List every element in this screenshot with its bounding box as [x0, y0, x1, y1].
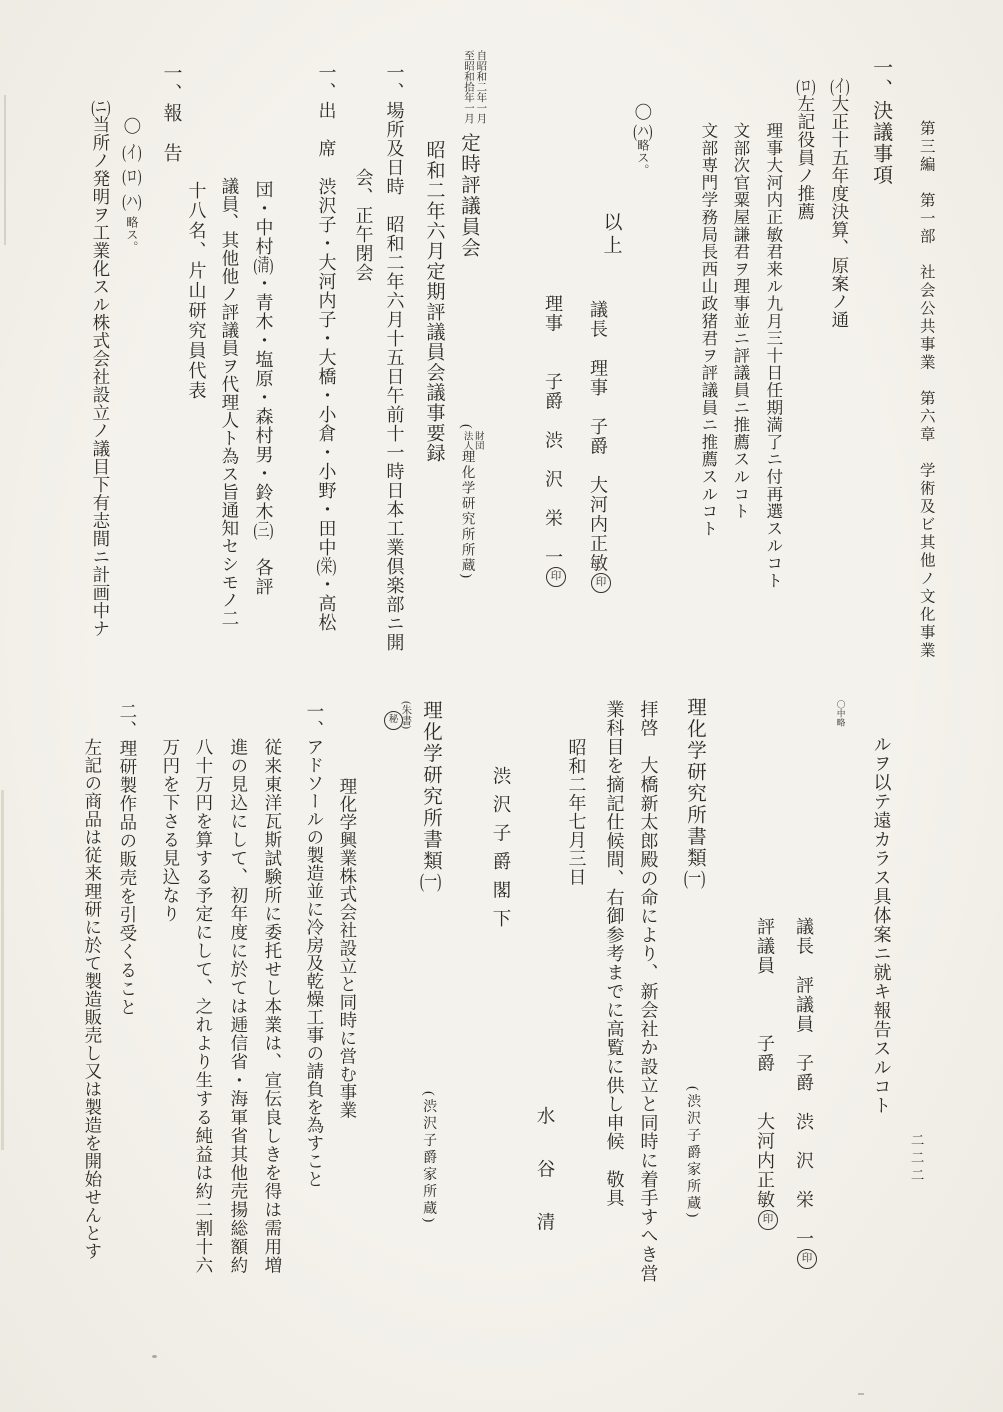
omitted-note: 略ス。	[124, 216, 139, 254]
document-heading-riken-1: 理化学研究所書類(一)	[683, 697, 706, 889]
paren-open: (	[459, 424, 475, 431]
business-item-1-cont-1: 従来東洋瓦斯試験所に委托せし本業は、宣伝良しきを得は需用増	[262, 738, 283, 1275]
item-ro-officers	[796, 77, 815, 221]
business-item-2-cont: 左記の商品は従来理研に於て製造販売し又は製造を開始せんとす	[82, 738, 103, 1260]
business-item-1-cont-4: 万円を下さる見込なり	[160, 738, 181, 923]
item-place-datetime-cont: 会、正午閉会	[353, 168, 374, 282]
signature-chairman-okochi	[585, 300, 611, 593]
item-report-heading: 一、報 告	[160, 63, 182, 163]
signature-text: 議長 評議員 子爵 渋 沢 栄 一	[794, 917, 814, 1249]
scan-artifact-speck	[858, 1393, 864, 1395]
signature-director-shibusawa	[540, 294, 566, 587]
date-range-annotation: 自昭和二年一月 至昭和拾年一月	[463, 50, 487, 124]
source-attribution-shibusawa-family-1: (渋沢子爵家所蔵)	[685, 1086, 701, 1221]
minutes-heading: 昭和二年六月定期評議員会議事要録	[423, 140, 445, 464]
letter-body-line-1: 拝啓 大橋新太郎殿の命により、新会社か設立と同時に着手すへき営	[638, 700, 659, 1283]
signature-text: 議長 理事 子爵 大河内正敏	[588, 300, 608, 573]
item-label-ro: (ロ)	[796, 77, 816, 95]
foundation-stack: 財団 法人	[461, 430, 483, 450]
seal-in-icon: 印	[758, 1210, 778, 1230]
item-text: 大正十五年度決算、原案ノ通	[829, 94, 850, 329]
document-number: (一)	[419, 872, 442, 892]
seal-in-icon: 印	[797, 1249, 817, 1269]
report-item-ni-cont: ルヲ以テ遠カラス具体案ニ就キ報告スルコト	[871, 735, 892, 1115]
attribution-text: 理化学研究所所蔵)	[459, 449, 475, 580]
meeting-title-column	[458, 50, 486, 259]
seal-in-icon: 印	[591, 573, 611, 593]
meeting-title: 定時評議員会	[458, 132, 480, 259]
name-annotation-sakae: (栄)	[316, 557, 337, 575]
omission-note: 〇中略	[836, 700, 847, 727]
scan-artifact-edge-line	[4, 95, 6, 245]
business-item-1-cont-2: 進の見込にして、初年度に於ては逓信省・海軍省其他売揚総額約	[228, 738, 249, 1275]
source-attribution-shibusawa-family-2: (渋沢子爵家所蔵)	[421, 1091, 437, 1226]
business-item-1: 一、アドソールの製造並に冷房及乾燥工事の請負を為すこと	[304, 702, 325, 1188]
item-text: 左記役員ノ推薦	[795, 94, 816, 221]
secret-seal-icon: 秘	[384, 711, 403, 730]
item-ha-omitted	[633, 103, 652, 177]
item-label-i: (イ)	[830, 77, 850, 95]
subitem-nishiyama-recommendation: 文部専門学務局長西山政猪君ヲ評議員ニ推薦スルコト	[698, 122, 718, 538]
signature-chairman-shibusawa	[791, 917, 817, 1269]
source-attribution-riken	[459, 424, 483, 580]
circle-mark: 〇	[121, 117, 142, 136]
report-omitted-items: 〇(イ)(ロ)(ハ)略ス。	[121, 117, 142, 254]
business-item-2: 二、理研製作品の販売を引受くること	[117, 702, 138, 1017]
subitem-awaya-recommendation: 文部次官粟屋謙君ヲ理事並ニ評議員ニ推薦スルコト	[730, 122, 750, 520]
running-header: 第三編 第一部 社会公共事業 第六章 学術及ビ其他ノ文化事業	[917, 120, 935, 660]
signature-text: 理事 子爵 渋 沢 栄 一	[543, 294, 563, 567]
item-label-ni: (ニ)	[91, 98, 111, 116]
business-plan-title: 理化学興業株式会社設立と同時に営む事業	[337, 777, 358, 1119]
document-number: (一)	[683, 869, 706, 889]
item-attendees-cont-3: 十八名、片山研究員代表	[186, 181, 207, 401]
signature-text: 評議員 子爵 大河内正敏	[755, 917, 775, 1210]
item-place-datetime: 一、場所及日時 昭和二年六月十五日午前十一時日本工業倶楽部ニ開	[384, 63, 405, 652]
red-ink-note: (朱書)	[400, 701, 412, 729]
name-annotation-kiyoshi: (清)	[253, 256, 274, 274]
signature-councillor-okochi	[752, 917, 778, 1230]
scan-artifact-speck	[152, 1355, 157, 1358]
business-item-1-cont-3: 八十万円を算する予定にして、之れより生する純益は約二割十六	[193, 738, 214, 1275]
page-number: 二二二	[908, 1133, 924, 1186]
item-attendees: 一、出 席 渋沢子・大河内子・大橋・小倉・小野・田中(栄)・高松	[316, 63, 337, 632]
subitem-okochi-reelection: 理事大河内正敏君来ル九月三十日任期満了ニ付再選スルコト	[763, 122, 783, 590]
letter-sender-mizutani: 水 谷 清	[533, 1106, 554, 1239]
report-item-ni: (ニ)当所ノ発明ヲ工業化スル株式会社設立ノ議目下有志間ニ計画中ナ	[90, 98, 111, 638]
seal-in-icon: 印	[546, 567, 566, 587]
omitted-note: 略ス。	[635, 139, 650, 177]
item-i-settlement	[830, 77, 849, 329]
letter-body-line-2: 業科目を摘記仕候間、右御参考までに高覧に供し申候 敬具	[604, 700, 625, 1208]
name-annotation-san: (三)	[253, 521, 274, 539]
closing-ijou: 以上	[600, 212, 622, 258]
scan-artifact-edge-line	[1, 790, 4, 1150]
item-attendees-cont-1: 団・中村(清)・青木・塩原・森村男・鈴木(三) 各評	[253, 180, 274, 596]
letter-date: 昭和二年七月三日	[566, 738, 587, 886]
document-heading-riken-2: 理化学研究所書類(一)	[419, 700, 442, 892]
letter-addressee: 渋沢子爵閣下	[489, 766, 510, 937]
circle-mark: 〇	[632, 103, 653, 122]
item-label-ha: (ハ)	[633, 121, 653, 139]
item-attendees-cont-2: 議員、其他他ノ評議員ヲ代理人ト為ス旨通知セシモノ二	[219, 177, 240, 627]
section-heading-resolutions: 一、決議事項	[869, 57, 892, 186]
